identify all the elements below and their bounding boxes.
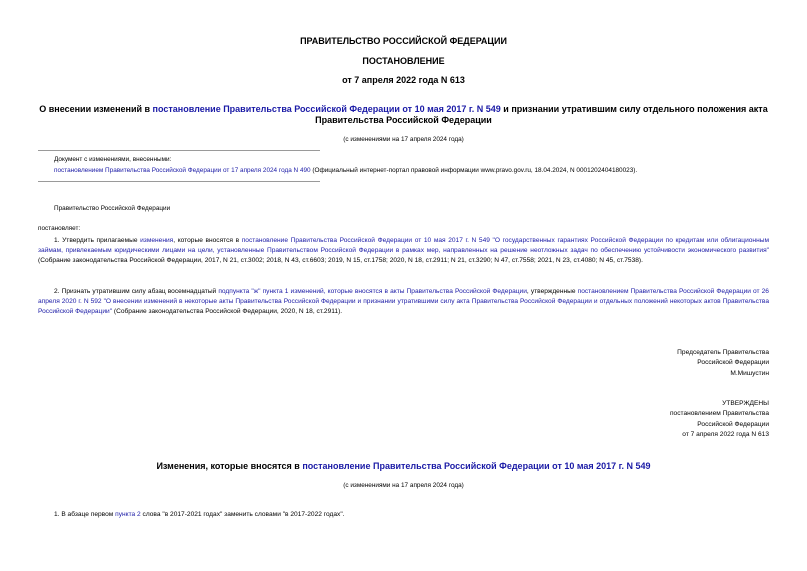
resolution-549-link[interactable]: постановление Правительства Российской Федерации от 10 мая 2017 г. N 549 "О государственных гарантиях Российской Федерации по кредитам или облигационным займам, привлекаемым юридическими лицами на цели, установленные Правительством Российской Федерации в рамках мер, направленных на решение неотложных задач по обеспечению устойчивости экономического развития" xyxy=(38,237,769,255)
issuer: Правительство Российской Федерации xyxy=(54,205,171,212)
government-name: ПРАВИТЕЛЬСТВО РОССИЙСКОЙ ФЕДЕРАЦИИ xyxy=(300,36,507,46)
title-link-549[interactable]: постановление Правительства Российской Федерации от 10 мая 2017 г. N 549 xyxy=(152,104,501,114)
approval-block xyxy=(670,399,769,441)
subparagraph-zh-link[interactable]: подпункта "ж" пункта 1 изменений, которые вносятся в акты Правительства Российской Федерации xyxy=(218,288,527,295)
signature-country: Российской Федерации xyxy=(697,359,769,367)
amendments-source: (Официальный интернет-портал правовой информации www.pravo.gov.ru, 18.04.2024, N 0001202404180023). xyxy=(310,167,638,174)
change-item-1: 1. В абзаце первом пункта 2 слова "в 2017-2021 годах" заменить словами "в 2017-2022 годах". xyxy=(54,511,345,518)
changes-revision-note: (с изменениями на 17 апреля 2024 года) xyxy=(343,482,464,489)
approval-line2: Российской Федерации xyxy=(697,420,769,428)
approval-line1: постановлением Правительства xyxy=(669,410,769,418)
document-type: ПОСТАНОВЛЕНИЕ xyxy=(362,56,445,66)
signature-position: Председатель Правительства xyxy=(677,349,769,356)
signature-block xyxy=(677,348,769,379)
title-prefix: О внесении изменений в xyxy=(39,104,153,114)
signature-name: М.Мишустин xyxy=(730,369,769,377)
title-suffix: и признании утратившим силу отдельного положения акта xyxy=(500,104,768,114)
approval-title: УТВЕРЖДЕНЫ xyxy=(722,400,769,407)
approval-line3: от 7 апреля 2022 года N 613 xyxy=(682,431,769,439)
paragraph-1: 1. Утвердить прилагаемые изменения, которые вносятся в постановление Правительства Российской Федерации от 10 мая 2017 г. N 549 "О государственных гарантиях Российской Федерации по кредитам или облигационным займам, привлекаемым юридическими лицами на цели, установленные Правительством Российской Федерации в рамках мер, направленных на решение неотложных задач по обеспечению устойчивости экономического развития" (Собрание законодательства Российской Федерации, 2017, N 21, ст.3002; 2018, N 43, ст.6603; 2019, N 15, ст.1758; 2020, N 18, ст.2911; N 21, ст.3290; N 47, ст.7558; 2021, N 23, ст.4080; N 45, ст.7538). xyxy=(38,237,769,265)
amendments-label: Документ с изменениями, внесенными: xyxy=(54,156,172,163)
amendment-link-490[interactable]: постановлением Правительства Российской Федерации от 17 апреля 2024 года N 490 xyxy=(54,167,311,174)
decides: постановляет: xyxy=(38,225,81,232)
amendments-line xyxy=(54,165,637,176)
changes-heading-link[interactable]: постановление Правительства Российской Федерации от 10 мая 2017 г. N 549 xyxy=(302,461,651,471)
document-date-number: от 7 апреля 2022 года N 613 xyxy=(342,75,465,85)
item-2-link[interactable]: пункта 2 xyxy=(115,511,141,518)
changes-heading: Изменения, которые вносятся в постановление Правительства Российской Федерации от 10 мая 2017 г. N 549 xyxy=(156,461,651,471)
changes-link[interactable]: изменения xyxy=(140,237,174,244)
amendments-bottom-rule xyxy=(38,181,320,182)
revision-note: (с изменениями на 17 апреля 2024 года) xyxy=(343,136,464,143)
document-title xyxy=(0,104,807,126)
amendments-top-rule xyxy=(38,150,320,151)
paragraph-2: 2. Признать утратившим силу абзац восемнадцатый подпункта "ж" пункта 1 изменений, которые вносятся в акты Правительства Российской Федерации, утвержденные постановлением Правительства Российской Федерации от 26 апреля 2020 г. N 592 "О внесении изменений в некоторые акты Правительства Российской Федерации и признании утратившими силу акта Правительства Российской Федерации и отдельных положений некоторых актов Правительства Российской Федерации" (Собрание законодательства Российской Федерации, 2020, N 18, ст.2911). xyxy=(38,288,769,316)
resolution-592-link[interactable]: постановлением Правительства Российской Федерации от 26 апреля 2020 г. N 592 "О внесении изменений в некоторые акты Правительства Российской Федерации и признании утратившими силу акта Правительства Российской Федерации и отдельных положений некоторых актов Правительства Российской Федерации" xyxy=(38,288,769,316)
amendments-block xyxy=(54,154,637,176)
title-line2: Правительства Российской Федерации xyxy=(315,115,492,125)
